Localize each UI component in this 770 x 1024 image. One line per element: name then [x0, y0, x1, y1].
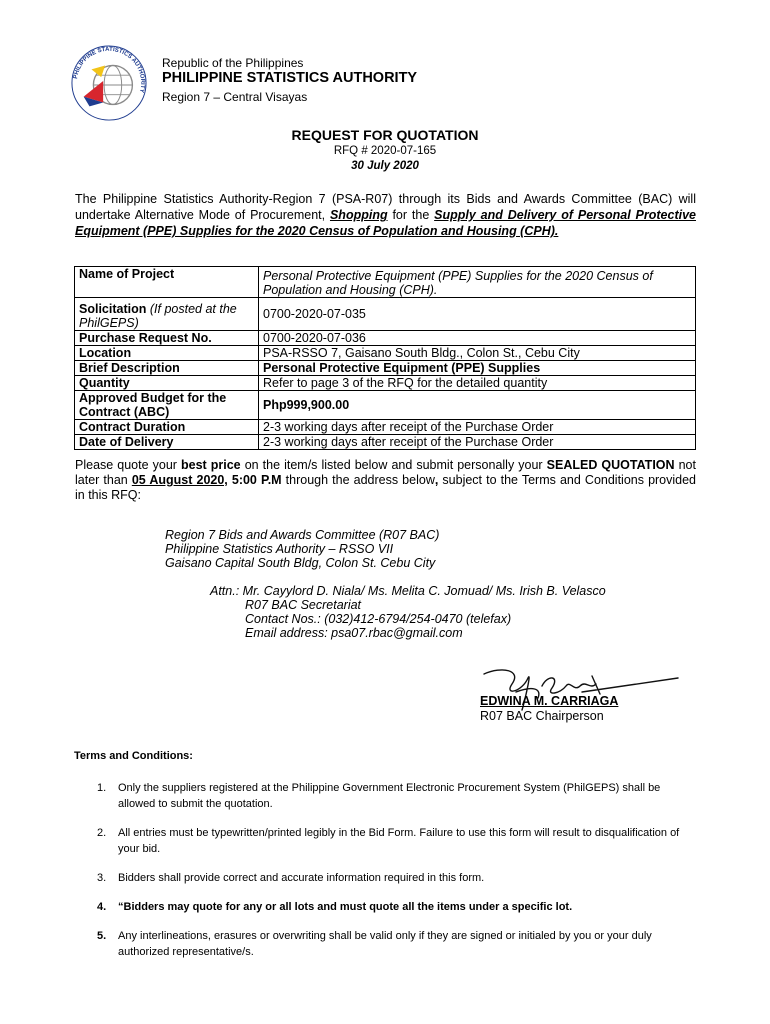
table-row: Location PSA-RSSO 7, Gaisano South Bldg., Colon St., Cebu City	[75, 346, 696, 361]
table-row: Purchase Request No. 0700-2020-07-036	[75, 331, 696, 346]
table-row: Contract Duration 2-3 working days after receipt of the Purchase Order	[75, 420, 696, 435]
table-row: Approved Budget for the Contract (ABC) Php999,900.00	[75, 391, 696, 420]
header-republic: Republic of the Philippines	[162, 56, 304, 70]
document-title: REQUEST FOR QUOTATION	[291, 127, 479, 143]
document-date: 30 July 2020	[351, 160, 419, 172]
project-info-table	[74, 266, 696, 450]
logo-ring-text: PHILIPPINE STATISTICS AUTHORITY	[73, 46, 146, 94]
terms-list	[92, 780, 697, 973]
quote-paragraph: Please quote your best price on the item/s listed below and submit personally your SEALED QUOTATION not later than 05 August 2020, 5:00 P.M through the address below, subject to the Terms and Conditions provided in this RFQ:	[75, 458, 697, 502]
table-row: Brief Description Personal Protective Equipment (PPE) Supplies	[75, 361, 696, 376]
attention-block: Attn.: Mr. Cayylord D. Niala/ Ms. Melita C. Jomuad/ Ms. Irish B. Velasco R07 BAC Secretariat Contact Nos.: (032)412-6794/254-0470 (telefax) Email address: psa07.rbac@gmail.com	[210, 584, 606, 640]
table-row: Quantity Refer to page 3 of the RFQ for the detailed quantity	[75, 376, 696, 391]
table-row: Date of Delivery 2-3 working days after receipt of the Purchase Order	[75, 435, 696, 450]
bac-address: Region 7 Bids and Awards Committee (R07 BAC) Philippine Statistics Authority – RSSO VII Gaisano Capital South Bldg, Colon St. Cebu City	[165, 528, 440, 570]
table-row: Name of Project Personal Protective Equipment (PPE) Supplies for the 2020 Census of Population and Housing (CPH).	[75, 267, 696, 298]
list-item: 1. Only the suppliers registered at the Philippine Government Electronic Procurement System (PhilGEPS) shall be allowed to submit the quotation.	[97, 782, 661, 810]
rfq-number: RFQ # 2020-07-165	[333, 145, 437, 157]
list-item: 3. Bidders shall provide correct and accurate information required in this form.	[97, 872, 485, 884]
header-region: Region 7 – Central Visayas	[162, 90, 308, 104]
terms-heading: Terms and Conditions:	[74, 750, 193, 762]
header-agency: PHILIPPINE STATISTICS AUTHORITY	[162, 70, 418, 86]
table-row: Solicitation (If posted at the PhilGEPS) 0700-2020-07-035	[75, 298, 696, 331]
list-item: 5. Any interlineations, erasures or overwriting shall be valid only if they are signed or initialed by you or your duly authorized representative/s.	[97, 930, 652, 958]
signatory-title: R07 BAC Chairperson	[480, 709, 604, 723]
list-item: 2. All entries must be typewritten/printed legibly in the Bid Form. Failure to use this form will result to disqualification of your bid.	[97, 827, 680, 855]
list-item: 4. “Bidders may quote for any or all lots and must quote all the items under a specific lot.	[97, 901, 573, 913]
psa-logo-icon	[70, 44, 148, 122]
intro-paragraph: The Philippine Statistics Authority-Region 7 (PSA-R07) through its Bids and Awards Committee (BAC) will undertake Alternative Mode of Procurement, Shopping for the Supply and Delivery of Personal Protective Equipment (PPE) Supplies for the 2020 Census of Population and Housing (CPH).	[75, 192, 696, 238]
signatory-name: EDWINA M. CARRIAGA	[480, 694, 619, 708]
